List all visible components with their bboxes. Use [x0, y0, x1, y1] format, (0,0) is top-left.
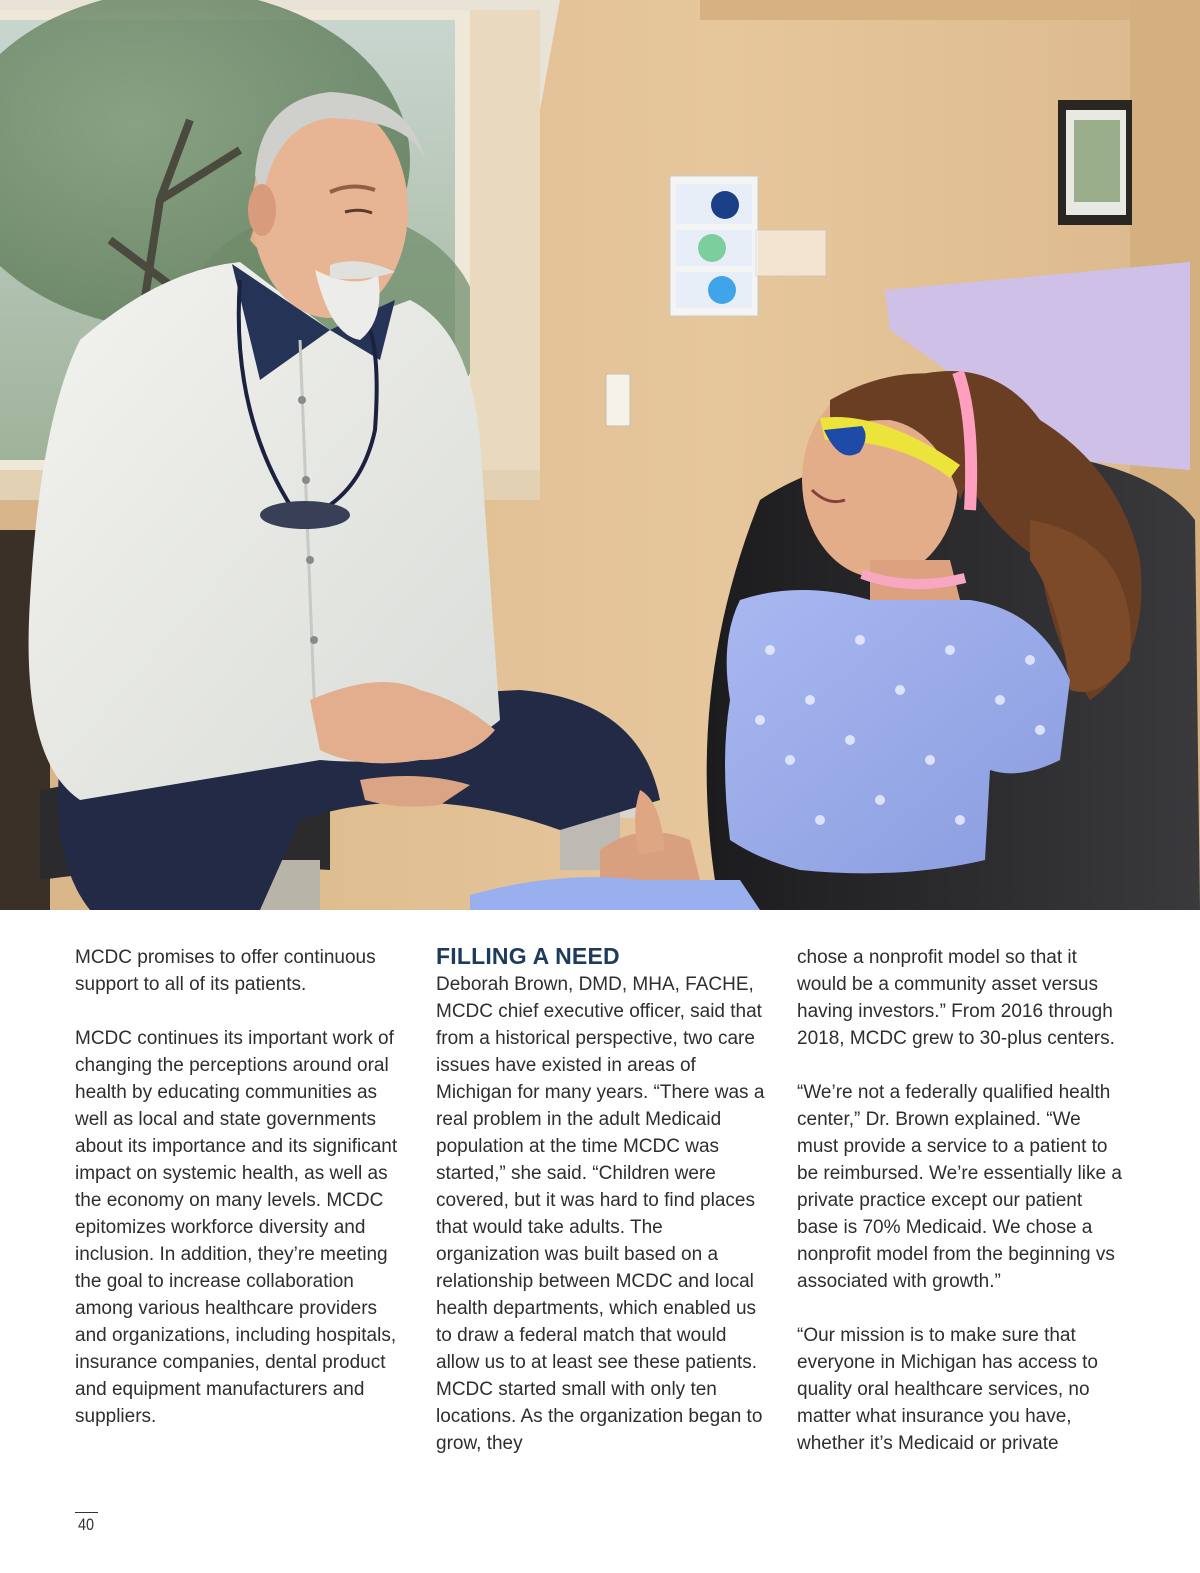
article-column-3 [797, 944, 1127, 1457]
wall-picture [1058, 100, 1132, 225]
folio-rule [75, 1512, 98, 1513]
paragraph: Deborah Brown, DMD, MHA, FACHE, MCDC chief executive officer, said that from a historical perspective, two care issues have existed in areas of Michigan for many years. “There was a real problem in the adult Medicaid population at the time MCDC was started,” she said. “Children were covered, but it was hard to find places that would take adults. The organization was built based on a relationship between MCDC and local health departments, which enabled us to draw a federal match that would allow us to at least see these patients. MCDC started small with only ten locations. As the organization began to grow, they [436, 974, 765, 1454]
paragraph: MCDC continues its important work of changing the perceptions around oral health by educating communities as well as local and state governments about its importance and its significant impact on systemic health, as well as the economy on many levels. MCDC epitomizes workforce diversity and inclusion. In addition, they’re meeting the goal to increase collaboration among various healthcare providers and organizations, including hospitals, insurance companies, dental product and equipment manufacturers and suppliers. [75, 1028, 398, 1427]
paragraph: “Our mission is to make sure that everyone in Michigan has access to quality oral healthcare services, no matter what insurance you have, whether it’s Medicaid or private [797, 1325, 1098, 1454]
section-heading: FILLING A NEED [436, 943, 620, 969]
page-number: 40 [78, 1515, 95, 1534]
article-column-1 [75, 944, 405, 1430]
paragraph: “We’re not a federally qualified health center,” Dr. Brown explained. “We must provide a service to a patient to be reimbursed. We’re essentially like a private practice except our patient base is 70% Medicaid. We chose a nonprofit model from the beginning vs associated with growth.” [797, 1082, 1122, 1292]
article-column-2 [436, 944, 766, 1457]
paragraph: MCDC promises to offer continuous support to all of its patients. [75, 947, 376, 995]
light-switch [606, 374, 630, 426]
paragraph: chose a nonprofit model so that it would be a community asset versus having investors.” From 2016 through 2018, MCDC grew to 30-plus centers. [797, 947, 1115, 1049]
